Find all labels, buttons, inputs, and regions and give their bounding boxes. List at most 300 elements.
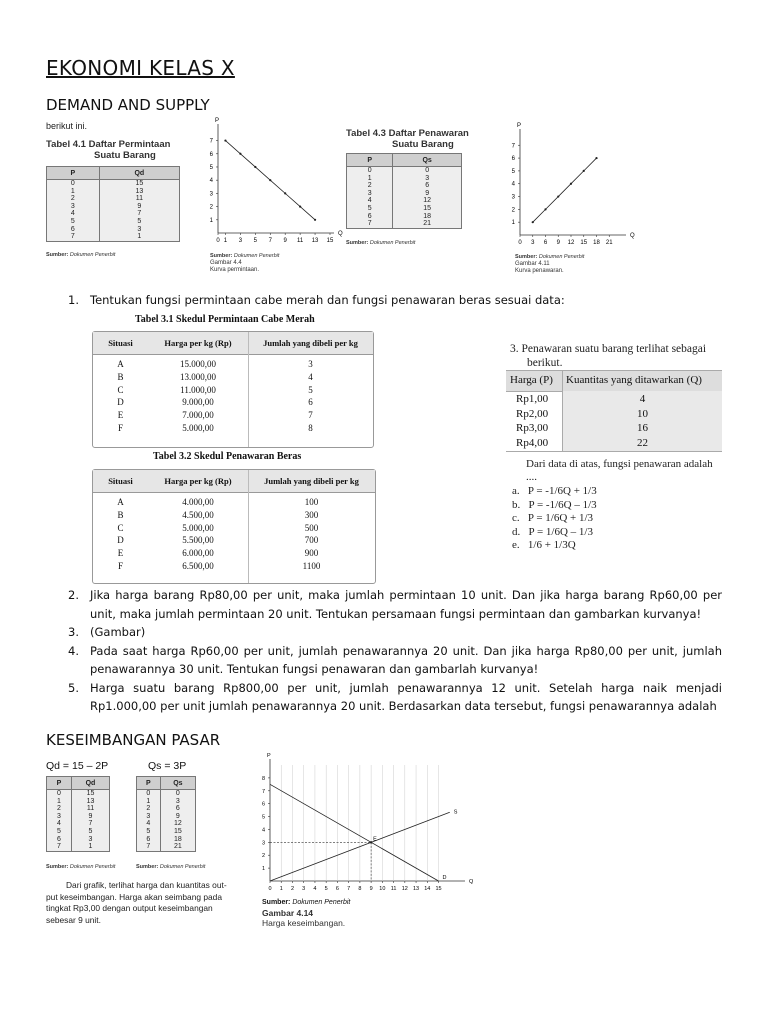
cell-q: 6 [160, 805, 195, 813]
x-tick-label: 10 [379, 886, 386, 892]
cell-situasi: F [117, 560, 123, 571]
cell-q: 13 [71, 798, 109, 806]
q3-bottom-border [506, 451, 722, 452]
cell-q: 3 [71, 836, 109, 844]
header-p: P [137, 777, 161, 790]
equilibrium-point [370, 841, 372, 843]
cell-situasi: D [117, 535, 124, 546]
question-number: 1. [68, 293, 79, 307]
table-row [47, 233, 180, 241]
question-text: Harga suatu barang Rp800,00 per unit, jumlah penawarannya 12 unit. Setelah harga naik menjadi Rp1.000,00 per unit jumlah penawarannya 20 unit. Berdasarkan data tersebut, fungsi penawarannya adalah [90, 680, 722, 713]
y-tick-label: 5 [209, 164, 213, 171]
chart-4-14-source-label: Sumber: [262, 899, 291, 906]
question-number: 2. [68, 588, 79, 602]
cell-jumlah: 6 [308, 397, 313, 408]
table-4-3 [346, 153, 462, 229]
q3-cell-q: 4 [639, 393, 646, 405]
x-tick-label: 1 [223, 238, 228, 244]
y-tick-label: 3 [261, 840, 265, 847]
q3-intro [510, 342, 706, 370]
chart-4-11-caption [515, 254, 584, 275]
x-tick-label: 6 [543, 240, 548, 246]
cell-q: 7 [71, 820, 109, 828]
cell-p: 3 [47, 203, 100, 211]
x-tick-label: 21 [605, 240, 613, 246]
cell-q: 12 [160, 820, 195, 828]
series-label-s: S [453, 809, 458, 816]
cell-p: 6 [347, 213, 393, 221]
table-row [137, 828, 196, 836]
question-text: Tentukan fungsi permintaan cabe merah dan fungsi penawaran beras sesuai data: [90, 293, 565, 307]
table-row [137, 820, 196, 828]
cell-situasi: C [117, 522, 124, 533]
q3-cell-harga: Rp3,00 [516, 422, 549, 434]
table-3-1-header [93, 332, 373, 355]
col-harga [148, 496, 248, 573]
x-tick-label: 6 [335, 886, 339, 892]
cell-harga: 9.000,00 [182, 397, 214, 408]
table-3-2 [92, 469, 376, 584]
chart-4-4-source-value: Dokumen Penerbit [233, 253, 280, 259]
table-row [137, 813, 196, 821]
data-point [284, 192, 286, 194]
cell-harga: 5.500,00 [182, 535, 214, 546]
section-heading-equilibrium: KESEIMBANGAN PASAR [46, 731, 221, 749]
col-jumlah [248, 358, 373, 435]
cell-p: 3 [137, 813, 161, 821]
cell-harga: 6.000,00 [182, 548, 214, 559]
cell-jumlah: 8 [308, 422, 313, 433]
table-4-3-caption [346, 128, 469, 150]
cell-situasi: D [117, 397, 124, 408]
qs-formula: Qs = 3P [148, 760, 187, 772]
question-number: 5. [68, 680, 79, 695]
q3-table-header [506, 370, 722, 392]
data-point [269, 179, 271, 181]
q3-option: e. 1/6 + 1/3Q [512, 539, 576, 552]
cell-situasi: F [117, 422, 123, 433]
table-row [47, 210, 180, 218]
question-text: Pada saat harga Rp60,00 per unit, jumlah penawarannya 20 unit. Dan jika harga Rp80,00 per unit, jumlah penawarannya 30 unit. Tentukan fungsi penawaran dan gambarlah kurvanya! [90, 643, 722, 676]
q3-prompt [526, 458, 713, 484]
col-situasi [93, 358, 148, 435]
y-axis-label: P [267, 753, 271, 759]
table-row [347, 175, 462, 183]
data-point [583, 170, 585, 172]
source-label: Sumber: [46, 864, 69, 870]
x-tick-label: 15 [326, 238, 334, 244]
table-row [137, 790, 196, 798]
x-tick-label: 0 [268, 886, 272, 892]
y-tick-label: 1 [261, 866, 265, 873]
table-row [47, 820, 110, 828]
cell-q: 9 [71, 813, 109, 821]
y-tick-label: 4 [209, 178, 213, 185]
col-harga [148, 358, 248, 435]
cell-p: 2 [47, 195, 100, 203]
chart-4-14-caption [262, 898, 350, 928]
cell-jumlah: 300 [304, 509, 319, 520]
data-point [595, 157, 597, 159]
chart-4-4-title: Gambar 4.4 [210, 260, 242, 266]
cell-jumlah: 1100 [302, 560, 321, 571]
x-tick-label: 0 [518, 240, 522, 246]
cell-q: 5 [71, 828, 109, 836]
x-tick-label: 2 [290, 886, 295, 892]
header-q: Qd [71, 777, 109, 790]
cell-p: 2 [47, 805, 72, 813]
q3-intro-line2: berikut. [527, 357, 563, 369]
source-label: Sumber: [346, 240, 369, 246]
table-row [347, 167, 462, 175]
cell-p: 6 [137, 836, 161, 844]
table-4-3-caption-line2: Suatu Barang [392, 139, 454, 150]
cell-harga: 15.000,00 [180, 359, 216, 369]
cell-p: 0 [47, 790, 72, 798]
x-tick-label: 12 [567, 240, 575, 246]
table-row [47, 813, 110, 821]
question-item [68, 623, 722, 642]
cell-situasi: B [117, 509, 124, 520]
y-axis-label: P [215, 118, 220, 124]
cell-harga: 11.000,00 [180, 384, 216, 395]
paragraph-line: sebesar 9 unit. [46, 914, 101, 925]
cell-p: 7 [47, 233, 100, 241]
source-label: Sumber: [136, 864, 159, 870]
x-tick-label: 5 [324, 886, 328, 892]
cell-p: 0 [137, 790, 161, 798]
cell-situasi: E [117, 548, 124, 559]
cell-q: 3 [393, 175, 462, 183]
table-4-1-caption [46, 139, 170, 161]
y-axis-label: P [517, 123, 522, 129]
table-row [47, 203, 180, 211]
cell-q: 3 [99, 226, 179, 234]
q3-cell-harga: Rp1,00 [516, 393, 549, 405]
q3-intro-line1: 3. Penawaran suatu barang terlihat sebagai [510, 343, 707, 355]
x-tick-label: 3 [238, 238, 243, 244]
eq-demand-source [46, 864, 115, 870]
equilibrium-label: E [373, 836, 377, 843]
table-header-row [47, 167, 180, 180]
x-tick-label: 15 [435, 886, 442, 892]
table-row [137, 798, 196, 806]
cell-harga: 4.000,00 [182, 497, 214, 507]
series-line-s [533, 158, 597, 222]
cell-situasi: C [117, 384, 124, 395]
cell-q: 13 [99, 188, 179, 196]
paragraph-line: tingkat Rp3,00 dengan output keseimbangan [46, 903, 213, 913]
table-row [47, 798, 110, 806]
x-tick-label: 11 [390, 886, 397, 892]
q3-rows [506, 392, 722, 450]
x-tick-label: 11 [297, 238, 304, 244]
qd-formula: Qd = 15 – 2P [46, 760, 109, 772]
cell-q: 21 [160, 843, 195, 851]
y-tick-label: 5 [511, 168, 515, 175]
q3-cell-q: 16 [637, 422, 648, 434]
cell-q: 15 [99, 180, 179, 188]
chart-4-11-title: Gambar 4.11 [515, 261, 550, 267]
table-row [347, 213, 462, 221]
y-tick-label: 4 [511, 181, 515, 188]
data-point [532, 221, 534, 223]
y-tick-label: 6 [261, 801, 265, 808]
chart-4-14-source-value: Dokumen Penerbit [292, 899, 351, 906]
cell-q: 0 [160, 790, 195, 798]
cell-q: 0 [393, 167, 462, 175]
cell-p: 0 [347, 167, 393, 175]
equilibrium-supply-table [136, 776, 196, 852]
data-point [299, 205, 301, 207]
cell-q: 7 [99, 210, 179, 218]
q3-option: d. P = 1/6Q – 1/3 [512, 525, 593, 538]
eq-supply-source [136, 864, 205, 870]
q3-option: b. P = -1/6Q – 1/3 [512, 498, 597, 511]
x-tick-label: 9 [556, 240, 560, 246]
table-row [47, 188, 180, 196]
cell-p: 1 [347, 175, 393, 183]
cell-jumlah: 5 [308, 384, 313, 395]
source-value: Dokumen Penerbit [69, 864, 116, 870]
header-situasi: Situasi [108, 338, 133, 348]
x-tick-label: 14 [424, 886, 431, 892]
cell-jumlah: 900 [304, 548, 319, 559]
q3-row [506, 392, 722, 407]
cell-jumlah: 7 [308, 410, 313, 421]
cell-p: 1 [47, 798, 72, 806]
x-tick-label: 3 [302, 886, 306, 892]
x-tick-label: 18 [593, 240, 600, 246]
cell-p: 2 [137, 805, 161, 813]
q3-prompt-line2: .... [526, 471, 537, 483]
x-tick-label: 9 [369, 886, 373, 892]
header-situasi: Situasi [108, 476, 133, 486]
cell-p: 5 [47, 828, 72, 836]
question-item [68, 642, 722, 679]
q3-options [512, 485, 597, 553]
table-header-row [347, 154, 462, 167]
x-axis-label: Q [469, 879, 474, 885]
table-3-2-header [93, 470, 375, 493]
table-row [347, 182, 462, 190]
supply-curve-chart [504, 125, 634, 250]
cell-q: 18 [393, 213, 462, 221]
table-4-1-caption-line2: Suatu Barang [94, 150, 156, 161]
series-label-d: D [442, 875, 447, 881]
table-4-3-source [346, 240, 415, 246]
chart-4-4-caption [210, 253, 279, 274]
question-text: Jika harga barang Rp80,00 per unit, maka jumlah permintaan 10 unit. Dan jika harga barang Rp60,00 per unit, maka jumlah permintaan 20 unit. Tentukan persamaan fungsi permintaan dan gambarkan kurvanya! [90, 588, 722, 621]
q3-header-harga: Harga (P) [510, 374, 553, 386]
table-header-row [47, 777, 110, 790]
table-4-1-caption-line1: Tabel 4.1 Daftar Permintaan [46, 139, 171, 150]
col-jumlah [248, 496, 375, 573]
cell-jumlah: 4 [308, 371, 313, 382]
table-4-3-caption-line1: Tabel 4.3 Daftar Penawaran [346, 128, 469, 139]
x-axis-label: Q [338, 231, 343, 237]
q3-header-kuantitas: Kuantitas yang ditawarkan (Q) [566, 374, 702, 386]
header-jumlah: Jumlah yang dibeli per kg [264, 476, 359, 486]
table-row [347, 205, 462, 213]
cell-p: 3 [347, 190, 393, 198]
cell-p: 5 [347, 205, 393, 213]
question-item [68, 586, 722, 623]
cell-q: 15 [71, 790, 109, 798]
cell-jumlah: 500 [304, 522, 319, 533]
chart-4-14-title: Gambar 4.14 [262, 908, 314, 918]
source-value: Dokumen Penerbit [69, 252, 116, 258]
cell-q: 5 [99, 218, 179, 226]
table-row [137, 843, 196, 851]
table-3-1 [92, 331, 374, 448]
cell-harga: 4.500,00 [182, 509, 214, 520]
data-point [557, 195, 559, 197]
cell-q: 11 [71, 805, 109, 813]
header-p: P [347, 154, 393, 167]
y-tick-label: 7 [209, 138, 213, 145]
table-row [47, 828, 110, 836]
y-tick-label: 2 [261, 853, 265, 860]
source-value: Dokumen Penerbit [369, 240, 416, 246]
chart-4-11-source-label: Sumber: [515, 254, 538, 260]
y-tick-label: 1 [511, 220, 515, 227]
cell-p: 1 [47, 188, 100, 196]
table-row [347, 220, 462, 228]
cell-harga: 5.000,00 [182, 522, 214, 533]
cell-q: 1 [71, 843, 109, 851]
data-point [314, 219, 316, 221]
header-q: Qs [393, 154, 462, 167]
cell-p: 5 [47, 218, 100, 226]
cell-p: 4 [47, 210, 100, 218]
table-row [47, 843, 110, 851]
question-1 [68, 291, 722, 310]
q3-option: a. P = -1/6Q + 1/3 [512, 485, 597, 497]
x-tick-label: 1 [279, 886, 283, 892]
intro-text: berikut ini. [46, 121, 88, 131]
header-q: Qs [160, 777, 195, 790]
equilibrium-chart [256, 753, 474, 897]
cell-q: 11 [99, 195, 179, 203]
equilibrium-demand-table [46, 776, 110, 852]
x-tick-label: 0 [216, 238, 220, 244]
cell-q: 12 [393, 197, 462, 205]
table-row [137, 836, 196, 844]
x-axis-label: Q [630, 233, 635, 239]
question-item [68, 679, 722, 716]
y-tick-label: 7 [261, 788, 265, 795]
question-number: 3. [68, 625, 79, 639]
header-p: P [47, 777, 72, 790]
cell-q: 3 [160, 798, 195, 806]
cell-q: 9 [99, 203, 179, 211]
series-line-d [270, 784, 439, 881]
table-4-1-source [46, 252, 115, 258]
data-point [239, 153, 241, 155]
table-row [137, 805, 196, 813]
cell-q: 21 [393, 220, 462, 228]
q3-cell-harga: Rp4,00 [516, 436, 549, 449]
y-tick-label: 2 [511, 207, 515, 214]
table-row [47, 180, 180, 188]
x-tick-label: 13 [412, 886, 420, 892]
cell-harga: 13.000,00 [180, 371, 216, 382]
cell-p: 0 [47, 180, 100, 188]
header-q: Qd [99, 167, 179, 180]
table-3-2-caption: Tabel 3.2 Skedul Penawaran Beras [153, 451, 302, 462]
cell-q: 1 [99, 233, 179, 241]
y-tick-label: 4 [261, 827, 265, 834]
x-tick-label: 8 [358, 886, 362, 892]
data-point [570, 183, 572, 185]
data-point [254, 166, 256, 168]
y-tick-label: 1 [209, 217, 213, 224]
cell-p: 2 [347, 182, 393, 190]
q3-cell-q: 10 [637, 407, 648, 420]
cell-situasi: B [117, 371, 124, 382]
cell-harga: 7.000,00 [182, 410, 214, 421]
cell-p: 3 [47, 813, 72, 821]
question-number: 4. [68, 643, 79, 658]
cell-jumlah: 100 [304, 497, 319, 507]
table-row [47, 836, 110, 844]
source-value: Dokumen Penerbit [159, 864, 206, 870]
x-tick-label: 3 [531, 240, 535, 246]
table-row [47, 226, 180, 234]
header-harga: Harga per kg (Rp) [164, 338, 232, 348]
y-tick-label: 3 [209, 191, 213, 198]
cell-harga: 6.500,00 [182, 560, 214, 571]
page-title: EKONOMI KELAS X [46, 56, 235, 80]
chart-4-14-subtitle: Harga keseimbangan. [262, 918, 346, 928]
header-p: P [47, 167, 100, 180]
y-tick-label: 3 [511, 194, 515, 201]
table-row [47, 218, 180, 226]
col-situasi [93, 496, 148, 573]
q3-option: c. P = 1/6Q + 1/3 [512, 512, 594, 525]
section-heading-demand-supply: DEMAND AND SUPPLY [46, 96, 210, 114]
x-tick-label: 7 [347, 886, 351, 892]
cell-p: 6 [47, 836, 72, 844]
x-tick-label: 9 [283, 238, 287, 244]
cell-p: 7 [347, 220, 393, 228]
cell-p: 7 [137, 843, 161, 851]
demand-curve-chart [200, 118, 350, 248]
q3-row [506, 407, 722, 422]
x-tick-label: 15 [580, 240, 588, 246]
q3-table [506, 370, 722, 452]
table-row [47, 805, 110, 813]
y-tick-label: 6 [511, 156, 515, 163]
paragraph-line: put keseimbangan. Harga akan seimbang pada [46, 891, 222, 902]
cell-p: 1 [137, 798, 161, 806]
cell-q: 6 [393, 182, 462, 190]
cell-q: 9 [160, 813, 195, 821]
y-tick-label: 5 [261, 814, 265, 821]
cell-q: 15 [160, 828, 195, 836]
cell-p: 4 [47, 820, 72, 828]
question-list [68, 586, 722, 716]
cell-situasi: A [117, 497, 124, 507]
chart-4-4-source-label: Sumber: [210, 253, 233, 259]
q3-cell-q: 22 [637, 436, 648, 449]
paragraph-line: Dari grafik, terlihat harga dan kuantitas out- [66, 880, 227, 890]
equilibrium-paragraph [46, 880, 258, 926]
x-tick-label: 4 [313, 886, 317, 892]
q3-prompt-line1: Dari data di atas, fungsi penawaran adalah [526, 458, 713, 470]
table-row [47, 790, 110, 798]
